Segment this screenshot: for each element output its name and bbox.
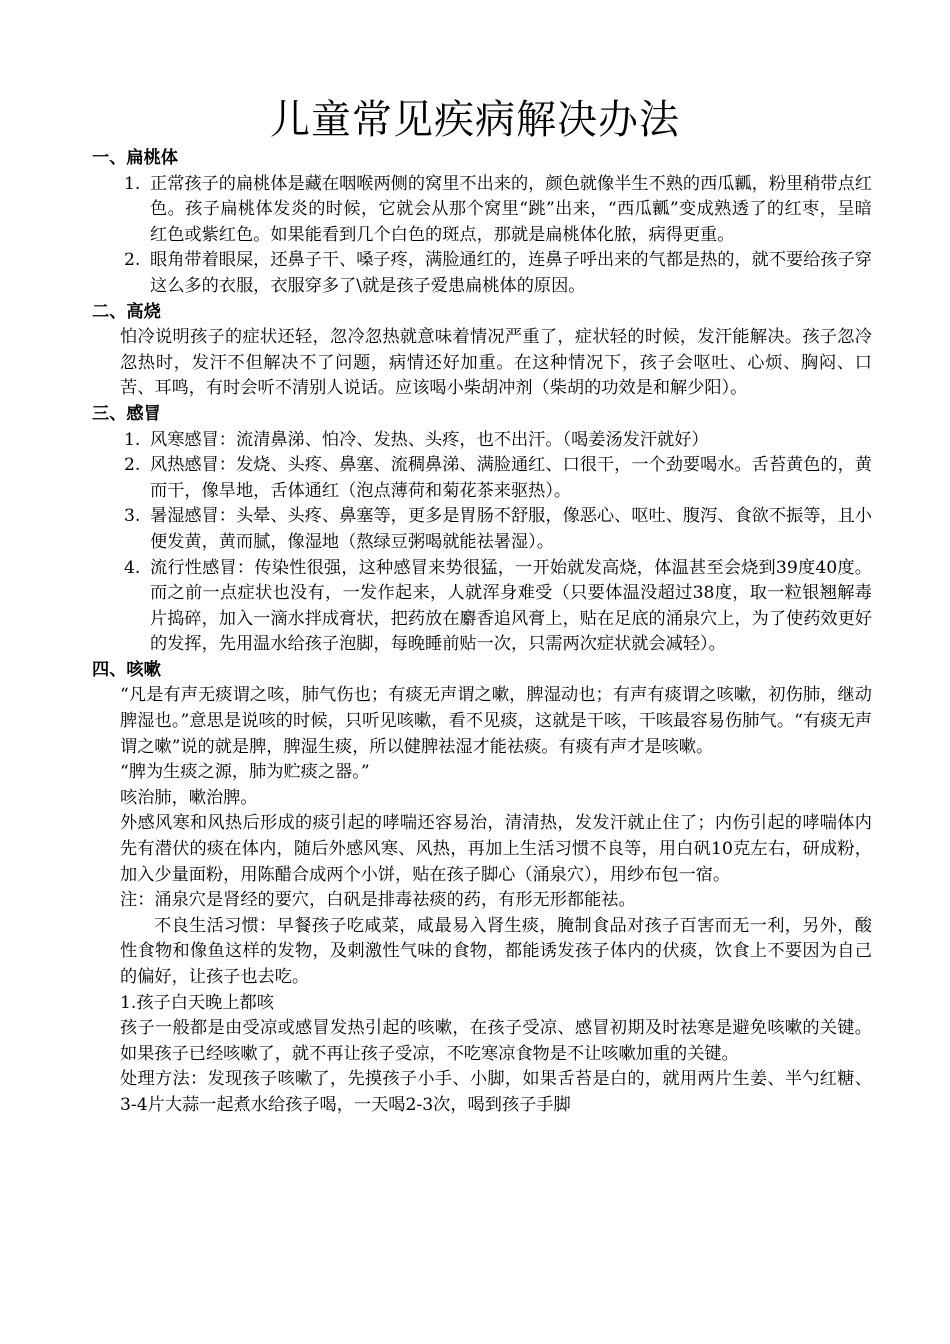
- list-item: [92, 428, 872, 454]
- paragraph: “凡是有声无痰谓之咳，肺气伤也；有痰无声谓之嗽，脾湿动也；有声有痰谓之咳嗽，初伤肺，继动脾湿也。”意思是说咳的时候，只听见咳嗽，看不见痰，这就是干咳，干咳最容易伤肺气。“有痰无声谓之嗽”说的就是脾，脾湿生痰，所以健脾祛湿才能祛痰。有痰有声才是咳嗽。: [120, 685, 872, 757]
- list-item: [92, 453, 872, 504]
- section-heading-cold: 三、感冒: [92, 403, 161, 424]
- list-number: 3.: [124, 506, 141, 527]
- list-number: 2.: [124, 455, 141, 476]
- subheading: 1.孩子白天晚上都咳: [120, 992, 274, 1013]
- list-number: 1.: [124, 429, 141, 450]
- paragraph: “脾为生痰之源，肺为贮痰之器。”: [120, 762, 370, 783]
- list-item: [92, 248, 872, 299]
- list-item: [92, 556, 872, 658]
- list-text: 眼角带着眼屎，还鼻子干、嗓子疼，满脸通红的，连鼻子呼出来的气都是热的，就不要给孩子穿这么多的衣服，衣服穿多了\就是孩子爱患扁桃体的原因。: [150, 250, 872, 296]
- list-text: 暑湿感冒：头晕、头疼、鼻塞等，更多是胃肠不舒服，像恶心、呕吐、腹泻、食欲不振等，且小便发黄，黄而腻，像湿地（熬绿豆粥喝就能祛暑湿）。: [150, 506, 872, 552]
- list-item: [92, 504, 872, 555]
- list-number: 4.: [124, 557, 141, 578]
- page-title: 儿童常见疾病解决办法: [270, 97, 680, 143]
- paragraph: 孩子一般都是由受凉或感冒发热引起的咳嗽，在孩子受凉、感冒初期及时祛寒是避免咳嗽的关键。如果孩子已经咳嗽了，就不再让孩子受凉，不吃寒凉食物是不让咳嗽加重的关键。: [120, 1018, 872, 1064]
- list-text: 风热感冒：发烧、头疼、鼻塞、流稠鼻涕、满脸通红、口很干，一个劲要喝水。舌苔黄色的，黄而干，像旱地，舌体通红（泡点薄荷和菊花茶来驱热）。: [150, 455, 872, 501]
- list-text: 流行性感冒：传染性很强，这种感冒来势很猛，一开始就发高烧，体温甚至会烧到39度40度。而之前一点症状也没有，一发作起来，人就浑身难受（只要体温没超过38度，取一粒银翘解毒片捣碎，加入一滴水拌成膏状，把药放在麝香追风膏上，贴在足底的涌泉穴上，为了使药效更好的发挥，先用温水给孩子泡脚，每晚睡前贴一次，只需两次症状就会减轻）。: [150, 557, 872, 655]
- paragraph: 怕冷说明孩子的症状还轻，忽冷忽热就意味着情况严重了，症状轻的时候，发汗能解决。孩子忽冷忽热时，发汗不但解决不了问题，病情还好加重。在这种情况下，孩子会呕吐、心烦、胸闷、口苦、耳鸣，有时会听不清别人说话。应该喝小柴胡冲剂（柴胡的功效是和解少阳）。: [120, 327, 872, 399]
- document-body: [92, 146, 872, 1119]
- list-text: 正常孩子的扁桃体是藏在咽喉两侧的窝里不出来的，颜色就像半生不熟的西瓜瓤，粉里稍带点红色。孩子扁桃体发炎的时候，它就会从那个窝里“跳”出来，“西瓜瓤”变成熟透了的红枣，呈暗红色或紫红色。如果能看到几个白色的斑点，那就是扁桃体化脓，病得更重。: [150, 173, 872, 245]
- section-heading-tonsils: 一、扁桃体: [92, 148, 178, 168]
- paragraph: 处理方法：发现孩子咳嗽了，先摸孩子小手、小脚，如果舌苔是白的，就用两片生姜、半勺红糖、3-4片大蒜一起煮水给孩子喝，一天喝2-3次，喝到孩子手脚: [120, 1069, 872, 1115]
- list-number: 1.: [124, 173, 141, 194]
- section-heading-cough: 四、咳嗽: [92, 659, 161, 680]
- list-number: 2.: [124, 250, 141, 271]
- paragraph: 外感风寒和风热后形成的痰引起的哮喘还容易治，清清热，发发汗就止住了；内伤引起的哮喘体内先有潜伏的痰在体内，随后外感风寒、风热，再加上生活习惯不良等，用白矾10克左右，研成粉，加入少量面粉，用陈醋合成两个小饼，贴在孩子脚心（涌泉穴），用纱布包一宿。: [120, 813, 872, 885]
- section-heading-fever: 二、高烧: [92, 301, 161, 322]
- paragraph: 咳治肺，嗽治脾。: [120, 787, 258, 808]
- list-item: [92, 172, 872, 249]
- paragraph: 不良生活习惯：早餐孩子吃咸菜，咸最易入肾生痰，腌制食品对孩子百害而无一利，另外，酸性食物和像鱼这样的发物，及刺激性气味的食物，都能诱发孩子体内的伏痰，饮食上不要因为自己的偏好，让孩子也去吃。: [120, 915, 872, 987]
- note-paragraph: 注：涌泉穴是肾经的要穴，白矾是排毒祛痰的药，有形无形都能祛。: [120, 890, 636, 911]
- list-text: 风寒感冒：流清鼻涕、怕冷、发热、头疼，也不出汗。（喝姜汤发汗就好）: [150, 429, 709, 450]
